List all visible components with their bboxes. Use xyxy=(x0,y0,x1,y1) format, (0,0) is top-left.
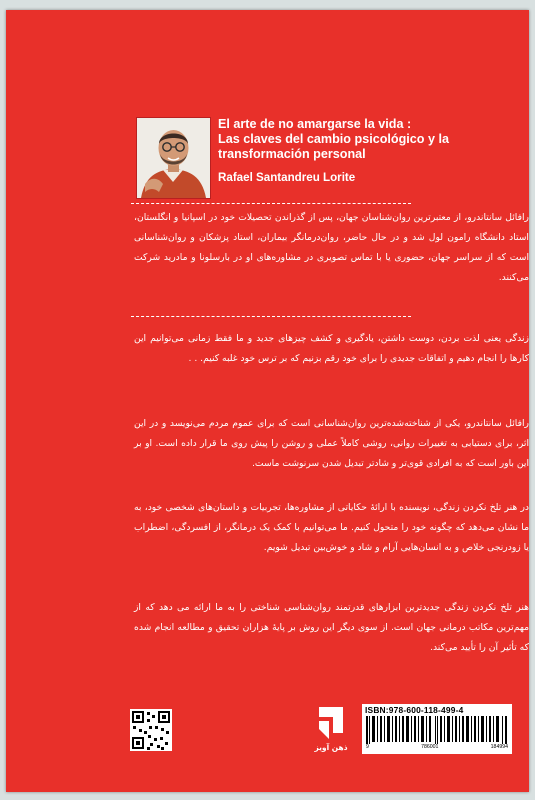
description-paragraph-2: در هنر تلخ نکردن زندگی، نویسنده با ارائهٔ حکایاتی از مشاوره‌ها، تجربیات و داستان‌های شخصی خود، به ما نشان می‌دهد که چگونه خود را متحول کنیم. ما می‌توانیم با کمک یک درمانگر، از افسردگی، اضطراب یا زودرنجی خلاص و به انسان‌هایی آرام و شاد و خوش‌بین تبدیل شویم. xyxy=(134,502,529,553)
book-title-line-2: Las claves del cambio psicológico y la xyxy=(218,132,449,146)
book-title-line-1: El arte de no amargarse la vida : xyxy=(218,117,412,131)
book-header xyxy=(218,117,518,184)
description-paragraph-3: هنر تلخ نکردن زندگی جدیدترین ابزارهای قدرتمند روان‌شناسی شناختی را به ما ارائه می دهد که از مهم‌ترین مکاتب درمانی جهان است. از سوی دیگر این روش بر پایهٔ هزاران تحقیق و مطالعه انجام شده که تأثیر آن را تأیید می‌کند. xyxy=(134,602,529,653)
barcode-digit-group-3: 184994 xyxy=(490,744,508,750)
divider-1 xyxy=(131,203,411,204)
publisher-name: ذهن آویز xyxy=(314,743,348,752)
barcode-digit-group-1: 9 xyxy=(366,744,369,750)
divider-2 xyxy=(131,316,411,317)
barcode-digit-group-2: 786001 xyxy=(421,744,439,750)
back-cover xyxy=(6,10,529,792)
author-name: Rafael Santandreu Lorite xyxy=(218,171,356,184)
barcode-digits xyxy=(366,744,508,750)
author-photo xyxy=(136,117,211,199)
publisher-logo xyxy=(311,703,351,755)
publisher-logo-icon xyxy=(311,703,351,743)
isbn-barcode xyxy=(362,704,512,754)
barcode-icon xyxy=(366,716,508,744)
qr-code-icon xyxy=(130,709,172,751)
intro-paragraph: زندگی یعنی لذت بردن، دوست داشتن، یادگیری و کشف چیزهای جدید و ما فقط زمانی می‌توانیم این کارها را انجام دهیم و اتفاقات جدیدی را برای خود رقم بزنیم که بر ترس خود غلبه کنیم. . . xyxy=(134,333,529,364)
qr-code xyxy=(130,709,172,751)
author-portrait-image xyxy=(137,118,210,198)
description-paragraph-1: رافائل سانتاندرو، یکی از شناخته‌شده‌ترین روان‌شناسانی است که برای عموم مردم می‌نویسد و در این اثر، برای دستیابی به تغییرات روانی، روشی کاملاً عملی و روشن را پیش روی ما قرار داده است. او بر این باور است که به افرادی قوی‌تر و شادتر تبدیل شدن سرنوشت ماست. xyxy=(134,418,529,469)
author-bio-paragraph: رافائل سانتاندرو، از معتبرترین روان‌شناسان جهان، پس از گذراندن تحصیلات خود در اسپانیا و انگلستان، استاد دانشگاه رامون لول شد و در حال حاضر، روان‌درمانگر بیماران، استاد پزشکان و روان‌شناسانی است که از سراسر جهان، حضوری یا با تماس تصویری در مشاوره‌های او در بارسلونا و مادرید شرکت می‌کنند. xyxy=(134,212,529,283)
isbn-number: ISBN:978-600-118-499-4 xyxy=(365,705,464,715)
book-title-line-3: transformación personal xyxy=(218,147,366,161)
